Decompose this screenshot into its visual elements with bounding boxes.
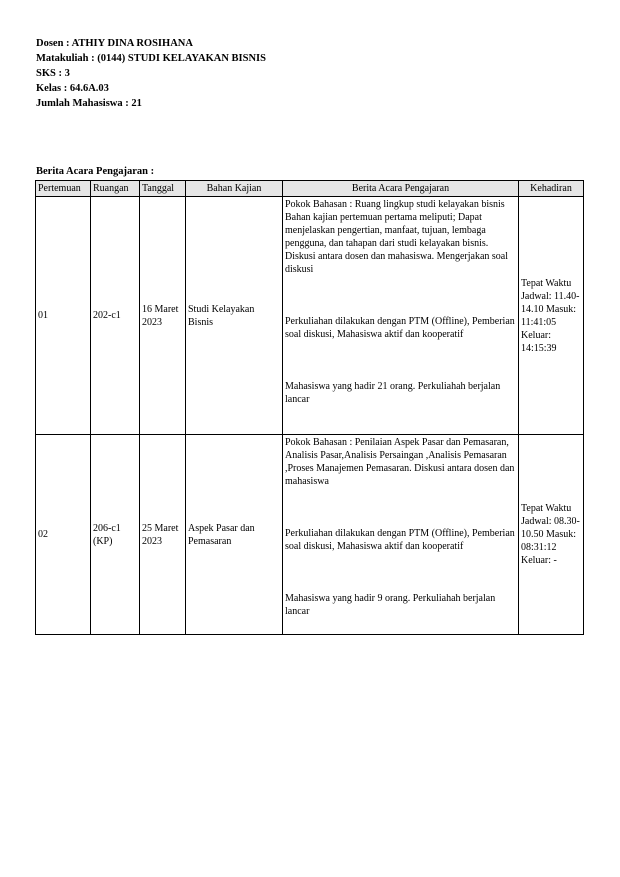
credits-line: SKS : 3 [36,68,70,79]
cell-bahan-kajian: Studi Kelayakan Bisnis [186,197,283,435]
col-header-kehadiran: Kehadiran [519,181,584,197]
cell-kehadiran: Tepat Waktu Jadwal: 11.40-14.10 Masuk: 11:41:05 Keluar: 14:15:39 [519,197,584,435]
cell-kehadiran: Tepat Waktu Jadwal: 08.30-10.50 Masuk: 08:31:12 Keluar: - [519,435,584,635]
table-header-row [36,181,584,197]
student-count-line: Jumlah Mahasiswa : 21 [36,98,142,109]
report-paragraph-topic: Pokok Bahasan : Penilaian Aspek Pasar dan Pemasaran, Analisis Pasar,Analisis Persaingan ,Analisis Pemasaran ,Proses Manajemen Pemasaran. Diskusi antara dosen dan mahasiswa [285,437,515,487]
cell-ruangan: 202-c1 [91,197,140,435]
report-paragraph-topic: Pokok Bahasan : Ruang lingkup studi kelayakan bisnis Bahan kajian pertemuan pertama meliputi; Dapat menjelaskan pengertian, manfaat, tujuan, lembaga pengguna, dan tahapan dari studi kelayakan bisnis. Diskusi antara dosen dan mahasiswa. Mengerjakan soal diskusi [285,199,508,275]
cell-pertemuan: 02 [36,435,91,635]
lecturer-line: Dosen : ATHIY DINA ROSIHANA [36,38,193,49]
table-row [36,197,584,435]
col-header-berita-acara: Berita Acara Pengajaran [283,181,519,197]
cell-pertemuan: 01 [36,197,91,435]
report-paragraph-method: Perkuliahan dilakukan dengan PTM (Offline), Pemberian soal diskusi, Mahasiswa aktif dan kooperatif [285,316,515,340]
class-line: Kelas : 64.6A.03 [36,83,109,94]
table-trailing-row [36,635,584,636]
cell-tanggal: 16 Maret 2023 [140,197,186,435]
course-header [36,36,266,111]
cell-bahan-kajian: Aspek Pasar dan Pemasaran [186,435,283,635]
report-paragraph-attendance: Mahasiswa yang hadir 21 orang. Perkuliahah berjalan lancar [285,381,501,405]
col-header-tanggal: Tanggal [140,181,186,197]
teaching-report-table [35,180,584,635]
table-row [36,435,584,635]
cell-berita-acara [283,435,519,635]
col-header-bahan-kajian: Bahan Kajian [186,181,283,197]
cell-berita-acara [283,197,519,435]
col-header-pertemuan: Pertemuan [36,181,91,197]
report-paragraph-method: Perkuliahan dilakukan dengan PTM (Offline), Pemberian soal diskusi, Mahasiswa aktif dan kooperatif [285,528,515,552]
course-line: Matakuliah : (0144) STUDI KELAYAKAN BISNIS [36,53,266,64]
section-title: Berita Acara Pengajaran : [36,166,155,177]
cell-ruangan: 206-c1 (KP) [91,435,140,635]
report-paragraph-attendance: Mahasiswa yang hadir 9 orang. Perkuliahah berjalan lancar [285,593,496,617]
cell-tanggal: 25 Maret 2023 [140,435,186,635]
col-header-ruangan: Ruangan [91,181,140,197]
